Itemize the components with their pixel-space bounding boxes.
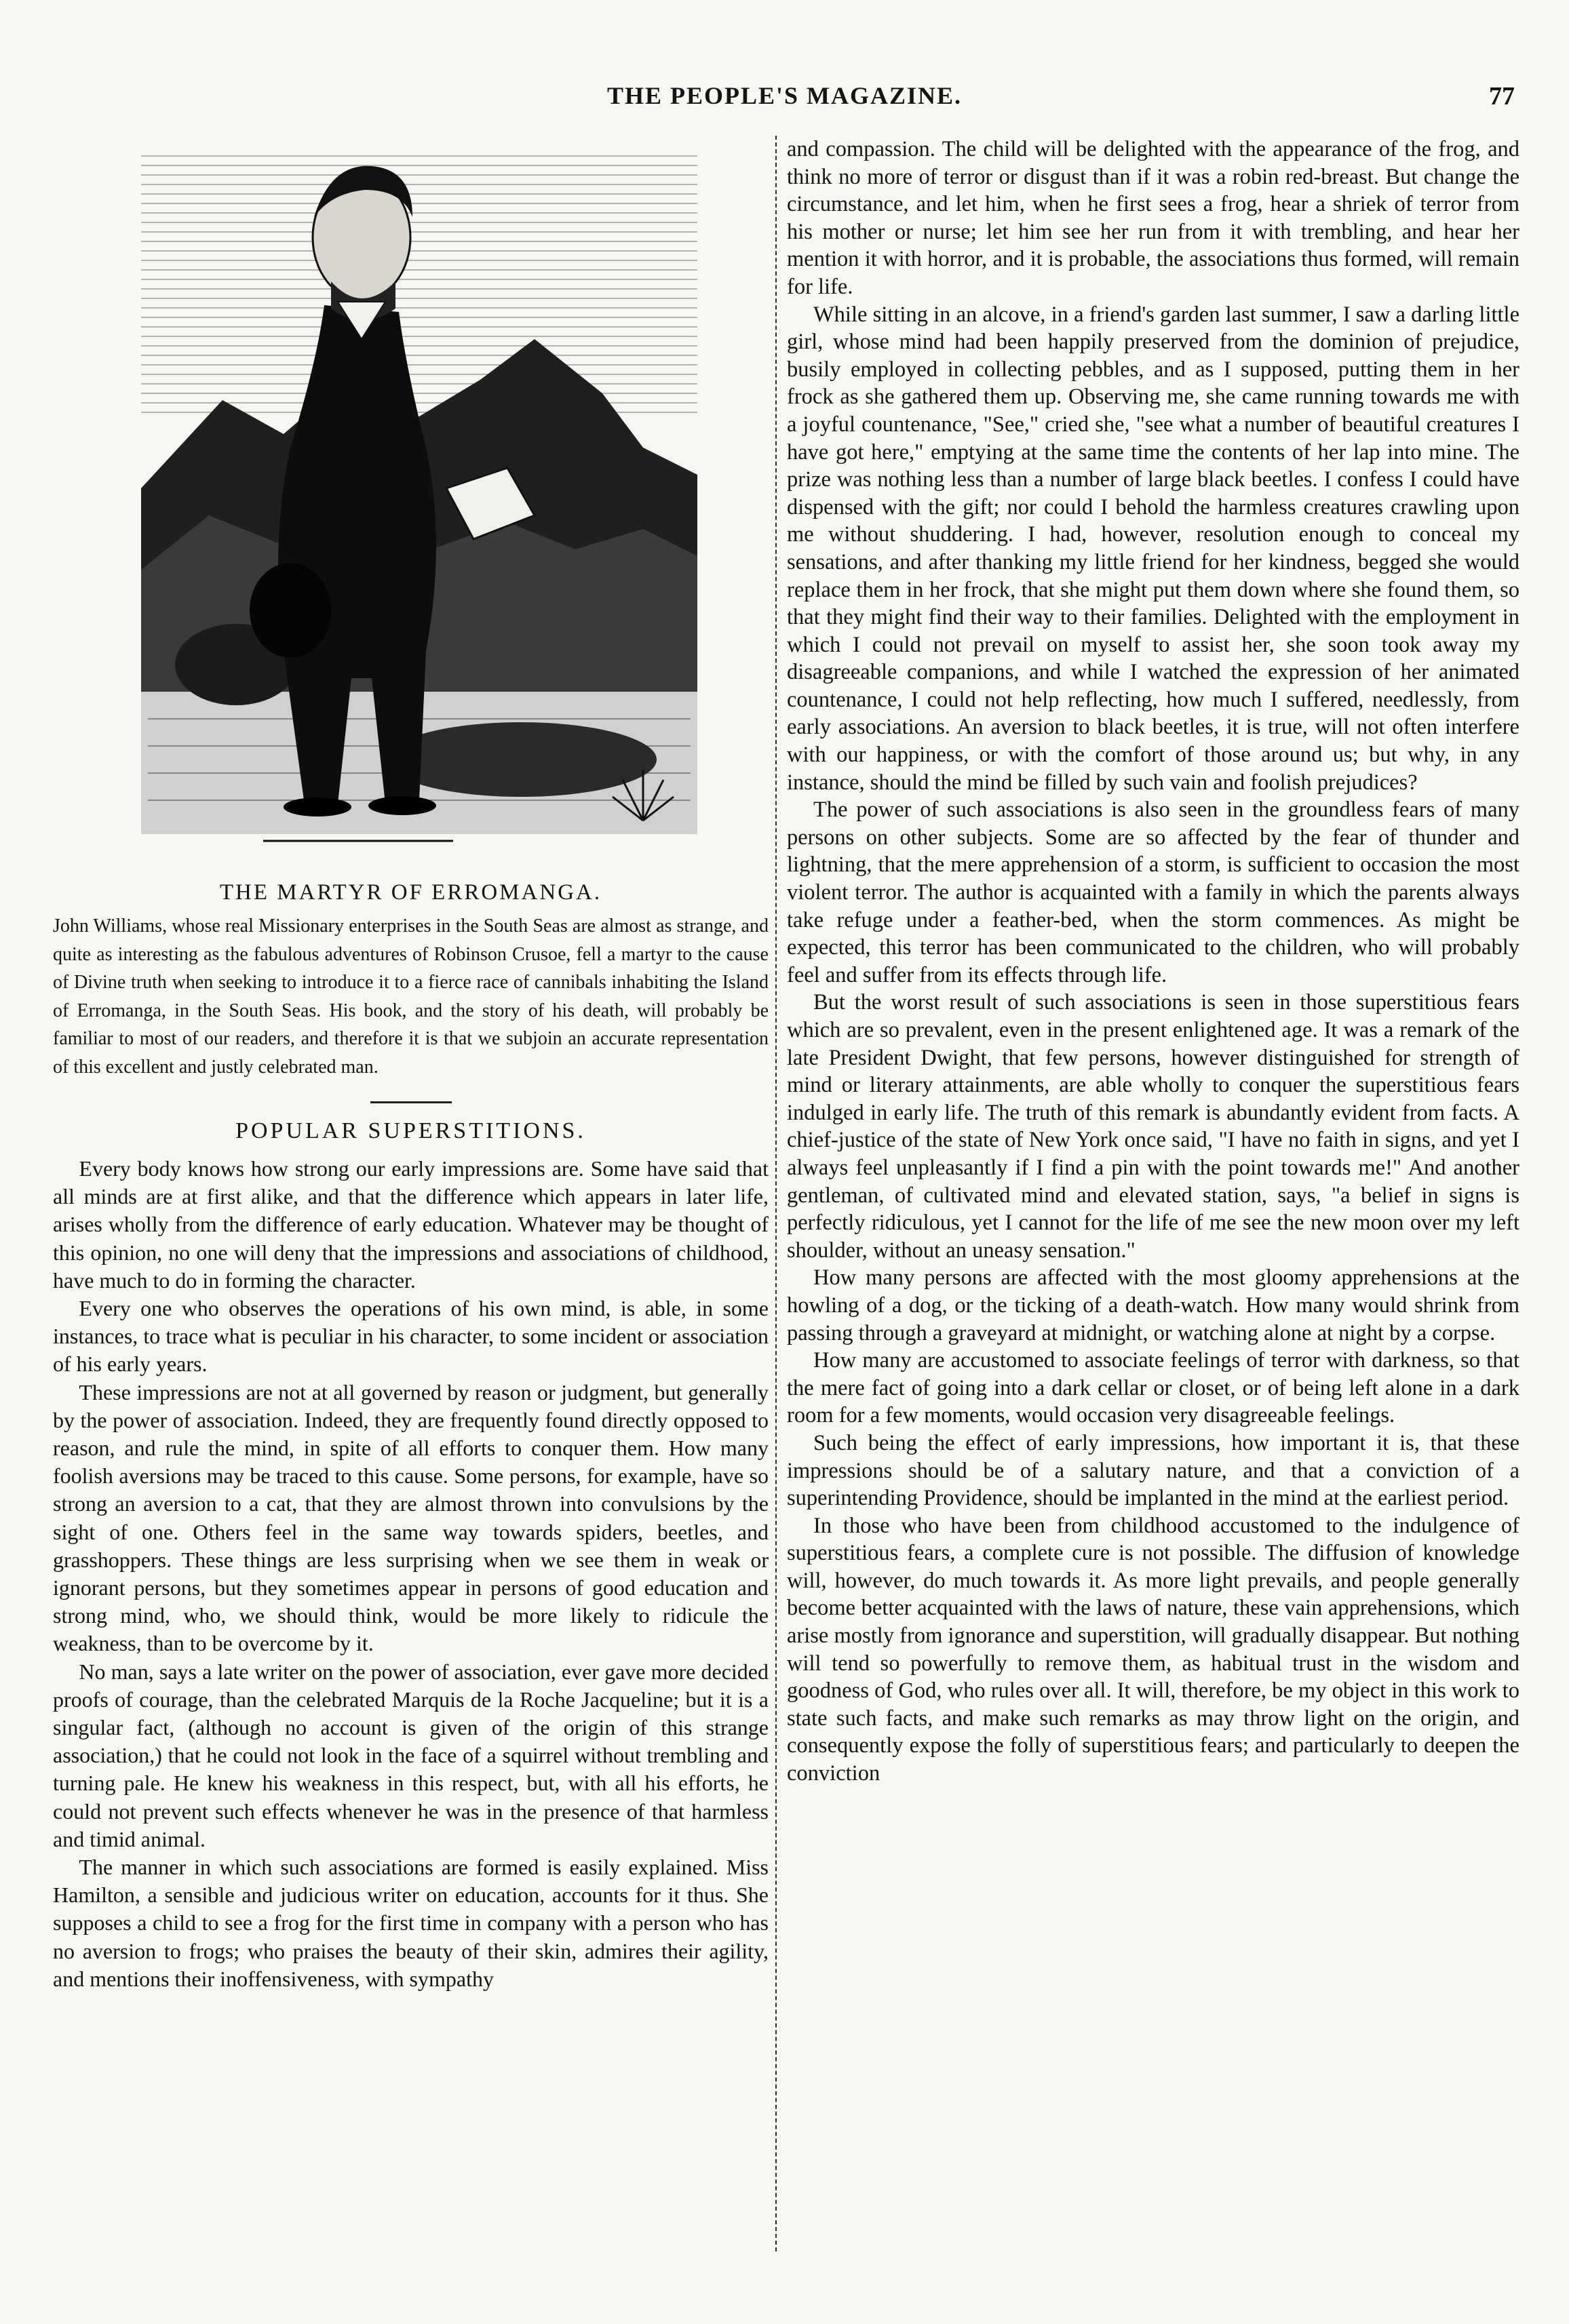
article-paragraph: Such being the effect of early impressions, how important it is, that these impressions should be of a salutary nature, and that a conviction of a superintending Providence, should be implanted in the mind at the earliest period. — [787, 1430, 1519, 1511]
article-paragraph: The manner in which such associations are formed is easily explained. Miss Hamilton, a sensible and judicious writer on education, accounts for it thus. She supposes a child to see a frog for the first time in company with a person who has no aversion to frogs; who praises the beauty of their skin, admires their agility, and mentions their inoffensiveness, with sympathy — [53, 1855, 769, 1991]
article-paragraph: How many are accustomed to associate feelings of terror with darkness, so that the mere fact of going into a dark cellar or closet, or of being left alone in a dark room for a few moments, would occasion very disagreeable feelings. — [787, 1348, 1519, 1428]
figure-caption-title: THE MARTYR OF ERROMANGA. — [219, 880, 602, 905]
page-number: 77 — [1489, 82, 1515, 111]
portrait-engraving — [128, 136, 711, 861]
engraving-illustration — [128, 136, 711, 861]
article-paragraph: But the worst result of such associations is seen in those superstitious fears which are so prevalent, even in the present enlightened age. It was a remark of the late President Dwight, that few persons, however distinguished for strength of mind or literary attainments, are able wholly to conquer the superstitious fears indulged in early life. The truth of this remark is abundantly evident from facts. A chief-justice of the state of New York once said, "I have no faith in signs, and yet I always feel unpleasantly if I find a pin with the point towards me!" And another gentleman, of cultivated mind and elevated station, says, "a belief in signs is perfectly ridiculous, yet I cannot for the life of me see the new moon over my left shoulder, without an uneasy sensation." — [787, 990, 1519, 1263]
column-divider — [775, 136, 777, 2251]
article-paragraph: These impressions are not at all governed by reason or judgment, but generally by the power of association. Indeed, they are frequently found directly opposed to reason, and rule the mind, in spite of all efforts to conquer them. How many foolish aversions may be traced to this cause. Some persons, for example, have so strong an aversion to a cat, that they are almost thrown into convulsions by the sight of one. Others feel in the same way towards spiders, beetles, and grasshoppers. These things are less surprising when we see them in weak or ignorant persons, but they sometimes appear in persons of good education and strong mind, who, we should think, would be more likely to ridicule the weakness, than to be overcome by it. — [53, 1379, 769, 1656]
page-header — [54, 81, 1515, 122]
article-paragraph: How many persons are affected with the most gloomy apprehensions at the howling of a dog, or the ticking of a death-watch. How many would shrink from passing through a graveyard at midnight, or watching alone at night by a corpse. — [787, 1265, 1519, 1345]
article-paragraph: No man, says a late writer on the power of association, ever gave more decided proofs of courage, than the celebrated Marquis de la Roche Jacqueline; but it is a singular fact, (although no account is given of the origin of this strange association,) that he could not look in the face of a squirrel without trembling and turning pale. He knew his weakness in this respect, but, with all his efforts, he could not prevent such effects whenever he was in the presence of that harmless and timid animal. — [53, 1659, 769, 1851]
left-column — [53, 136, 769, 1993]
article-paragraph: Every one who observes the operations of his own mind, is able, in some instances, to trace what is peculiar in his character, to some incident or association of his early years. — [53, 1296, 769, 1377]
article-paragraph: Every body knows how strong our early impressions are. Some have said that all minds are at first alike, and that the difference which appears in later life, arises wholly from the difference of early education. Whatever may be thought of this opinion, no one will deny that the impressions and associations of childhood, have much to do in forming the character. — [53, 1156, 769, 1293]
magazine-title: THE PEOPLE'S MAGAZINE. — [606, 82, 963, 109]
article-paragraph: While sitting in an alcove, in a friend's garden last summer, I saw a darling little girl, whose mind had been happily preserved from the dominion of prejudice, busily employed in collecting pebbles, and as I supposed, putting them in her frock as she gathered them up. Observing me, she came running towards me with a joyful countenance, "See," cried she, "see what a number of beautiful creatures I have got here," emptying at the same time the contents of her lap into mine. The prize was nothing less than a number of large black beetles. I confess I could have dispensed with the gift; nor could I behold the harmless creatures crawling upon me without shuddering. I had, however, resolution enough to conceal my sensations, and after thanking my little friend for her kindness, begged she would replace them in her frock, that she might put them down where she found them, so that they might find their way to their families. Delighted with the employment in which I could not prevail on myself to assist her, she soon took away my disagreeable companions, and while I watched the expression of her animated countenance, I could not help reflecting, how much I suffered, needlessly, from early associations. An aversion to black beetles, it is true, will not often interfere with our happiness, or with the comfort of those around us; but why, in any instance, should the mind be filled by such vain and foolish prejudices? — [787, 302, 1519, 795]
article-paragraph: The power of such associations is also seen in the groundless fears of many persons on other subjects. Some are so affected by the fear of thunder and lightning, that the mere apprehension of a storm, is sufficient to occasion the most violent terror. The author is acquainted with a family in which the parents always take refuge under a feather-bed, when the storm commences. As might be expected, this terror has been communicated to the children, who will probably feel and suffer from its effects through life. — [787, 797, 1519, 987]
article-title: POPULAR SUPERSTITIONS. — [235, 1118, 586, 1143]
section-rule — [370, 1101, 452, 1103]
article-paragraph: In those who have been from childhood accustomed to the indulgence of superstitious fears, a complete cure is not possible. The diffusion of knowledge will, however, do much towards it. As more light prevails, and people generally become better acquainted with the laws of nature, these vain apprehensions, which arise mostly from ignorance and superstition, will gradually disappear. But nothing will tend so powerfully to remove them, as habitual trust in the wisdom and goodness of God, who rules over all. It will, therefore, be my object in this work to state such facts, and make such remarks as may throw light on the origin, and consequently expose the folly of superstitious fears; and particularly to deepen the conviction — [787, 1513, 1519, 1786]
right-column — [787, 136, 1519, 1788]
figure-caption-text: John Williams, whose real Missionary enterprises in the South Seas are almost as strange, and quite as interesting as the fabulous adventures of Robinson Crusoe, fell a martyr to the cause of Divine truth when seeking to introduce it to a fierce race of cannibals inhabiting the Island of Erromanga, in the South Seas. His book, and the story of his death, will probably be familiar to most of our readers, and therefore it is that we subjoin an accurate representation of this excellent and justly celebrated man. — [53, 915, 769, 1078]
article-paragraph: and compassion. The child will be delighted with the appearance of the frog, and think no more of terror or disgust than if it was a robin red-breast. But change the circumstance, and let him, when he first sees a frog, hear a shriek of terror from his mother or nurse; let him see her run from it with trembling, and hear her mention it with horror, and it is probable, the associations thus formed, will remain for life. — [787, 137, 1519, 299]
